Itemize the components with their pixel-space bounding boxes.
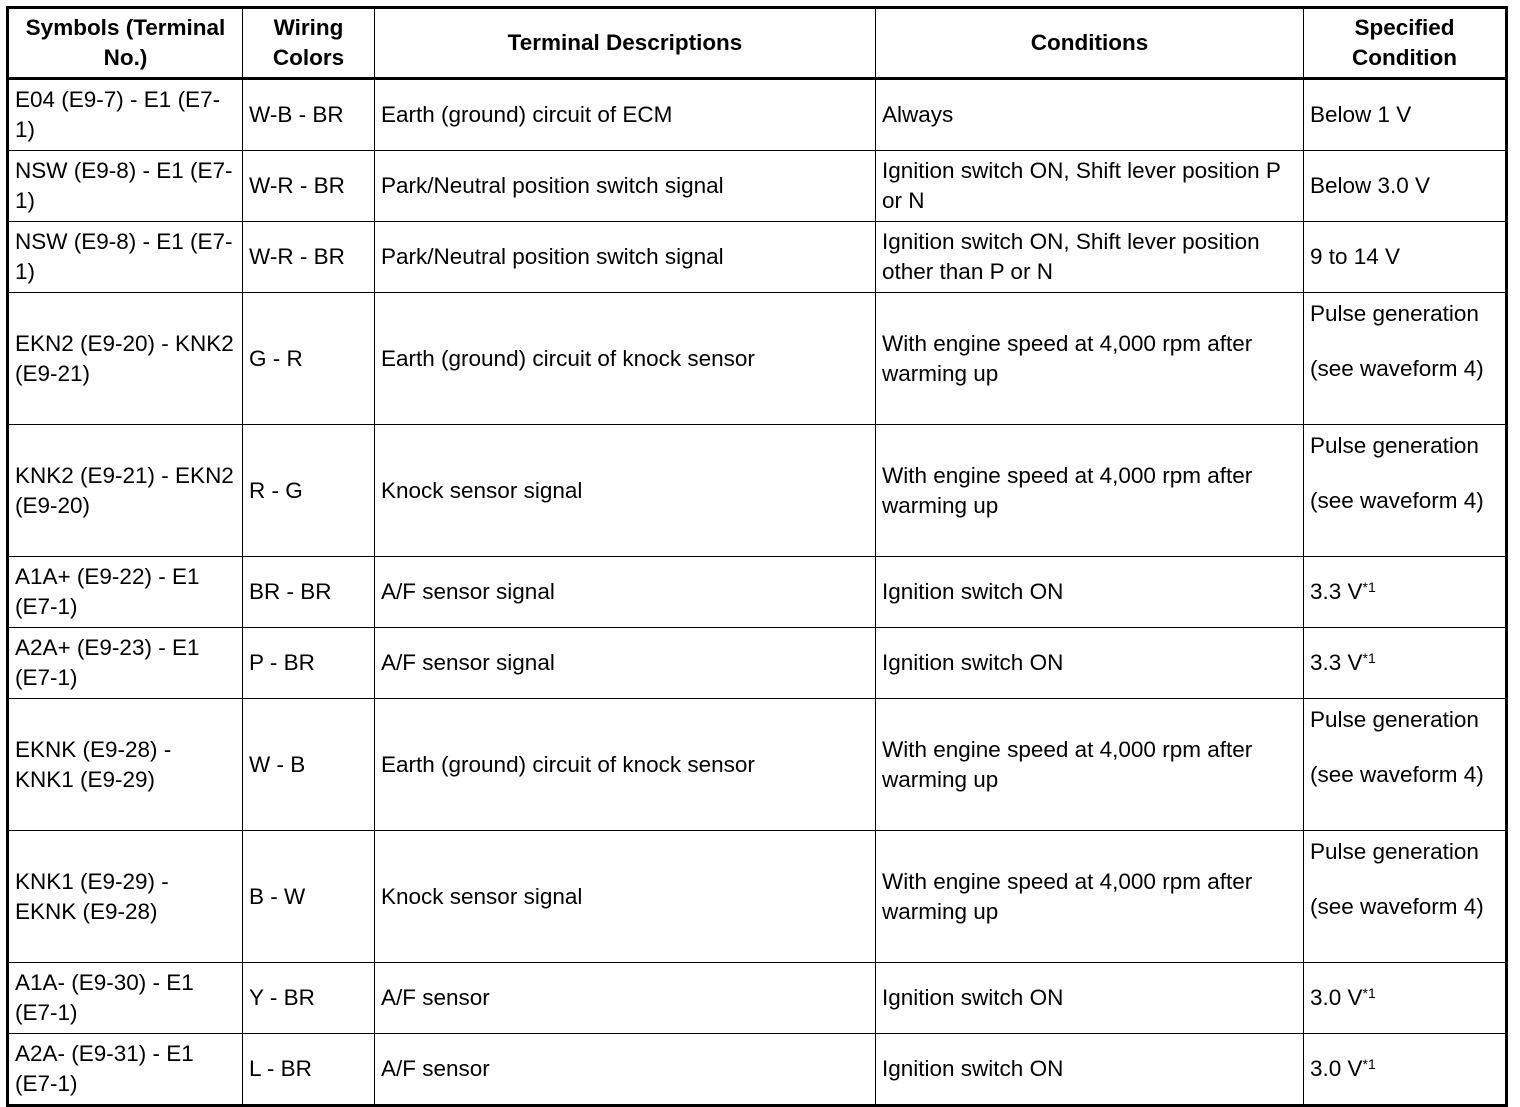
table-row <box>8 628 1507 699</box>
spec-pulse-label: Pulse generation <box>1310 301 1479 326</box>
cell-symbol: A1A- (E9-30) - E1 (E7-1) <box>8 963 243 1034</box>
spec-waveform-ref: (see waveform 4) <box>1310 762 1484 787</box>
cell-spec <box>1304 963 1507 1034</box>
cell-wiring: L - BR <box>243 1034 375 1106</box>
spec-waveform-ref: (see waveform 4) <box>1310 488 1484 513</box>
cell-wiring: P - BR <box>243 628 375 699</box>
terminal-inspection-table <box>6 6 1508 1107</box>
header-wiring-colors: Wiring Colors <box>243 8 375 79</box>
cell-condition: Ignition switch ON <box>876 628 1304 699</box>
cell-spec: Below 3.0 V <box>1304 151 1507 222</box>
header-specified-condition: Specified Condition <box>1304 8 1507 79</box>
cell-condition: Ignition switch ON, Shift lever position P or N <box>876 151 1304 222</box>
spec-pulse-label: Pulse generation <box>1310 839 1479 864</box>
spec-waveform-ref: (see waveform 4) <box>1310 894 1484 919</box>
cell-spec <box>1304 293 1507 425</box>
footnote-marker: *1 <box>1362 985 1376 1001</box>
cell-symbol: E04 (E9-7) - E1 (E7-1) <box>8 79 243 151</box>
header-conditions: Conditions <box>876 8 1304 79</box>
cell-wiring: B - W <box>243 831 375 963</box>
cell-spec <box>1304 1034 1507 1106</box>
cell-wiring: W-R - BR <box>243 222 375 293</box>
cell-symbol: EKN2 (E9-20) - KNK2 (E9-21) <box>8 293 243 425</box>
cell-symbol: A1A+ (E9-22) - E1 (E7-1) <box>8 557 243 628</box>
cell-description: A/F sensor <box>375 963 876 1034</box>
cell-wiring: R - G <box>243 425 375 557</box>
cell-spec <box>1304 425 1507 557</box>
header-row <box>8 8 1507 79</box>
table-row <box>8 425 1507 557</box>
cell-description: A/F sensor <box>375 1034 876 1106</box>
cell-description: Park/Neutral position switch signal <box>375 151 876 222</box>
cell-condition: Ignition switch ON <box>876 963 1304 1034</box>
cell-symbol: A2A- (E9-31) - E1 (E7-1) <box>8 1034 243 1106</box>
terminal-table-wrapper <box>6 6 1508 1107</box>
cell-wiring: G - R <box>243 293 375 425</box>
cell-condition: Ignition switch ON, Shift lever position other than P or N <box>876 222 1304 293</box>
cell-description: Knock sensor signal <box>375 425 876 557</box>
cell-spec: Below 1 V <box>1304 79 1507 151</box>
cell-description: A/F sensor signal <box>375 628 876 699</box>
cell-description: Earth (ground) circuit of knock sensor <box>375 293 876 425</box>
cell-symbol: KNK2 (E9-21) - EKN2 (E9-20) <box>8 425 243 557</box>
cell-description: Knock sensor signal <box>375 831 876 963</box>
cell-wiring: BR - BR <box>243 557 375 628</box>
cell-wiring: W - B <box>243 699 375 831</box>
cell-spec <box>1304 557 1507 628</box>
table-row <box>8 293 1507 425</box>
footnote-marker: *1 <box>1362 650 1376 666</box>
table-row <box>8 151 1507 222</box>
header-symbols: Symbols (Terminal No.) <box>8 8 243 79</box>
cell-wiring: W-B - BR <box>243 79 375 151</box>
cell-condition: With engine speed at 4,000 rpm after warming up <box>876 699 1304 831</box>
spec-value: 3.3 V <box>1310 650 1363 675</box>
cell-spec <box>1304 831 1507 963</box>
cell-symbol: A2A+ (E9-23) - E1 (E7-1) <box>8 628 243 699</box>
cell-spec: 9 to 14 V <box>1304 222 1507 293</box>
cell-symbol: NSW (E9-8) - E1 (E7-1) <box>8 222 243 293</box>
header-terminal-descriptions: Terminal Descriptions <box>375 8 876 79</box>
table-row <box>8 557 1507 628</box>
cell-spec <box>1304 628 1507 699</box>
cell-condition: With engine speed at 4,000 rpm after warming up <box>876 831 1304 963</box>
cell-wiring: W-R - BR <box>243 151 375 222</box>
footnote-marker: *1 <box>1362 1056 1376 1072</box>
cell-description: Earth (ground) circuit of knock sensor <box>375 699 876 831</box>
footnote-marker: *1 <box>1362 579 1376 595</box>
table-row <box>8 963 1507 1034</box>
cell-spec <box>1304 699 1507 831</box>
table-row <box>8 831 1507 963</box>
spec-waveform-ref: (see waveform 4) <box>1310 356 1484 381</box>
table-row <box>8 699 1507 831</box>
cell-symbol: NSW (E9-8) - E1 (E7-1) <box>8 151 243 222</box>
cell-description: Park/Neutral position switch signal <box>375 222 876 293</box>
cell-condition: Ignition switch ON <box>876 1034 1304 1106</box>
cell-condition: With engine speed at 4,000 rpm after warming up <box>876 293 1304 425</box>
table-row <box>8 79 1507 151</box>
table-row <box>8 222 1507 293</box>
spec-value: 3.3 V <box>1310 579 1363 604</box>
cell-description: Earth (ground) circuit of ECM <box>375 79 876 151</box>
spec-value: 3.0 V <box>1310 1056 1363 1081</box>
spec-pulse-label: Pulse generation <box>1310 433 1479 458</box>
cell-description: A/F sensor signal <box>375 557 876 628</box>
cell-wiring: Y - BR <box>243 963 375 1034</box>
spec-pulse-label: Pulse generation <box>1310 707 1479 732</box>
cell-symbol: EKNK (E9-28) - KNK1 (E9-29) <box>8 699 243 831</box>
cell-condition: With engine speed at 4,000 rpm after warming up <box>876 425 1304 557</box>
cell-condition: Always <box>876 79 1304 151</box>
cell-condition: Ignition switch ON <box>876 557 1304 628</box>
table-row <box>8 1034 1507 1106</box>
spec-value: 3.0 V <box>1310 985 1363 1010</box>
cell-symbol: KNK1 (E9-29) - EKNK (E9-28) <box>8 831 243 963</box>
